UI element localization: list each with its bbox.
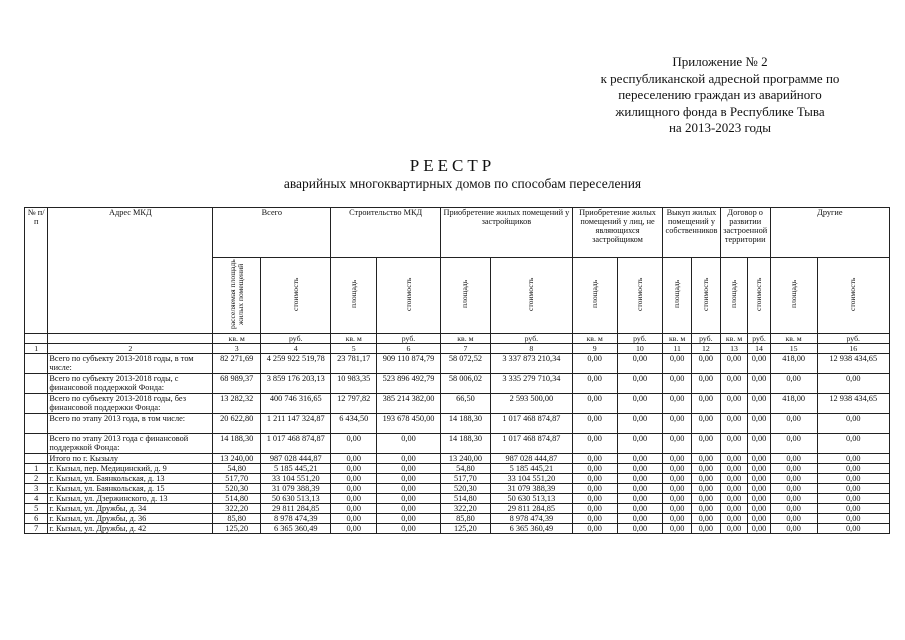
row-value: 0,00 <box>748 374 770 394</box>
row-value: 0,00 <box>617 434 663 454</box>
header-purchase-developers: Приобретение жилых помещений у застройщиков <box>440 208 572 258</box>
column-number: 3 <box>213 344 261 354</box>
row-value: 12 938 434,65 <box>817 394 890 414</box>
column-number: 11 <box>663 344 692 354</box>
row-value: 418,00 <box>770 354 817 374</box>
row-value: 0,00 <box>817 464 890 474</box>
row-value: 0,00 <box>663 504 692 514</box>
header-purchase-others: Приобретение жилых помещений у лиц, не являющихся застройщиком <box>572 208 662 258</box>
row-value: 523 896 492,79 <box>377 374 441 394</box>
row-value: 0,00 <box>720 414 748 434</box>
row-value: 0,00 <box>331 474 377 484</box>
row-value: 0,00 <box>691 414 720 434</box>
row-value: 0,00 <box>748 484 770 494</box>
table-row <box>25 484 890 494</box>
row-value: 0,00 <box>617 354 663 374</box>
row-value: 0,00 <box>748 414 770 434</box>
subheader-cost: стоимость <box>817 258 890 334</box>
row-value: 0,00 <box>691 484 720 494</box>
row-value: 6 434,50 <box>331 414 377 434</box>
row-value: 0,00 <box>617 414 663 434</box>
row-value: 909 110 874,79 <box>377 354 441 374</box>
row-value: 20 622,80 <box>213 414 261 434</box>
row-value: 0,00 <box>377 484 441 494</box>
row-value: 0,00 <box>572 454 617 464</box>
table-row <box>25 494 890 504</box>
row-value: 0,00 <box>720 394 748 414</box>
row-value: 0,00 <box>817 374 890 394</box>
row-number <box>25 454 48 464</box>
row-value: 0,00 <box>572 464 617 474</box>
row-value: 514,80 <box>213 494 261 504</box>
row-value: 33 104 551,20 <box>490 474 572 484</box>
row-number: 6 <box>25 514 48 524</box>
row-value: 0,00 <box>748 434 770 454</box>
row-value: 0,00 <box>572 514 617 524</box>
row-value: 987 028 444,87 <box>261 454 331 464</box>
row-address: Всего по этапу 2013 года с финансовой поддержкой Фонда: <box>48 434 213 454</box>
unit-cell: руб. <box>748 334 770 344</box>
row-value: 987 028 444,87 <box>490 454 572 464</box>
row-value: 0,00 <box>617 494 663 504</box>
row-value: 66,50 <box>440 394 490 414</box>
row-value: 0,00 <box>572 394 617 414</box>
subheader-area: площадь <box>572 258 617 334</box>
row-value: 0,00 <box>748 524 770 534</box>
row-address: Всего по субъекту 2013-2018 годы, с финансовой поддержкой Фонда: <box>48 374 213 394</box>
table-row <box>25 434 890 454</box>
row-value: 0,00 <box>720 504 748 514</box>
row-value: 0,00 <box>663 494 692 504</box>
row-value: 0,00 <box>691 454 720 464</box>
row-value: 0,00 <box>377 524 441 534</box>
appendix-line: жилищного фонда в Республике Тыва <box>615 103 825 119</box>
row-value: 0,00 <box>331 524 377 534</box>
row-value: 0,00 <box>572 434 617 454</box>
row-value: 0,00 <box>748 454 770 464</box>
row-address: г. Кызыл, ул. Дружбы, д. 34 <box>48 504 213 514</box>
row-value: 0,00 <box>691 394 720 414</box>
row-number <box>25 394 48 414</box>
row-value: 0,00 <box>720 434 748 454</box>
column-number: 8 <box>490 344 572 354</box>
row-value: 0,00 <box>617 454 663 464</box>
subheader-area: площадь <box>331 258 377 334</box>
subheader-cost: стоимость <box>691 258 720 334</box>
row-value: 0,00 <box>617 484 663 494</box>
row-value: 13 282,32 <box>213 394 261 414</box>
row-value: 1 211 147 324,87 <box>261 414 331 434</box>
row-value: 82 271,69 <box>213 354 261 374</box>
row-value: 0,00 <box>748 474 770 484</box>
row-value: 0,00 <box>691 514 720 524</box>
row-value: 0,00 <box>691 464 720 474</box>
subheader-area-total: расселяемая площадь жилых помещений <box>213 258 261 334</box>
unit-cell: кв. м <box>663 334 692 344</box>
row-value: 0,00 <box>720 454 748 464</box>
row-value: 0,00 <box>817 454 890 464</box>
row-value: 0,00 <box>817 414 890 434</box>
row-value: 0,00 <box>748 354 770 374</box>
row-value: 0,00 <box>331 434 377 454</box>
row-value: 12 938 434,65 <box>817 354 890 374</box>
table-row <box>25 394 890 414</box>
row-value: 0,00 <box>663 414 692 434</box>
row-value: 50 630 513,13 <box>261 494 331 504</box>
row-number <box>25 414 48 434</box>
row-value: 0,00 <box>720 354 748 374</box>
row-value: 13 240,00 <box>440 454 490 464</box>
row-value: 0,00 <box>748 504 770 514</box>
row-value: 3 859 176 203,13 <box>261 374 331 394</box>
subheader-area: площадь <box>440 258 490 334</box>
column-number: 5 <box>331 344 377 354</box>
row-value: 0,00 <box>748 464 770 474</box>
unit-cell: руб. <box>817 334 890 344</box>
row-address: г. Кызыл, ул. Дружбы, д. 42 <box>48 524 213 534</box>
row-value: 0,00 <box>663 474 692 484</box>
row-value: 322,20 <box>213 504 261 514</box>
row-value: 514,80 <box>440 494 490 504</box>
row-value: 0,00 <box>817 434 890 454</box>
row-value: 23 781,17 <box>331 354 377 374</box>
table-row <box>25 414 890 434</box>
table-row <box>25 354 890 374</box>
row-value: 0,00 <box>663 484 692 494</box>
row-value: 3 337 873 210,34 <box>490 354 572 374</box>
row-value: 0,00 <box>331 454 377 464</box>
row-value: 418,00 <box>770 394 817 414</box>
row-value: 0,00 <box>572 414 617 434</box>
row-value: 58 006,02 <box>440 374 490 394</box>
row-value: 58 072,52 <box>440 354 490 374</box>
row-value: 0,00 <box>617 504 663 514</box>
column-number: 6 <box>377 344 441 354</box>
row-value: 10 983,35 <box>331 374 377 394</box>
row-value: 14 188,30 <box>440 434 490 454</box>
column-number: 4 <box>261 344 331 354</box>
row-value: 1 017 468 874,87 <box>490 414 572 434</box>
row-value: 0,00 <box>572 484 617 494</box>
row-address: г. Кызыл, ул. Баянкольская, д. 13 <box>48 474 213 484</box>
subheader-cost: стоимость <box>377 258 441 334</box>
row-number <box>25 354 48 374</box>
row-value: 0,00 <box>691 504 720 514</box>
units-row <box>25 334 890 344</box>
row-value: 0,00 <box>770 504 817 514</box>
column-number: 15 <box>770 344 817 354</box>
row-value: 0,00 <box>377 454 441 464</box>
row-value: 0,00 <box>770 494 817 504</box>
table-row <box>25 374 890 394</box>
row-value: 6 365 360,49 <box>261 524 331 534</box>
table-row <box>25 474 890 484</box>
subheader-cost: стоимость <box>261 258 331 334</box>
row-value: 0,00 <box>770 414 817 434</box>
row-value: 0,00 <box>663 394 692 414</box>
row-value: 0,00 <box>817 474 890 484</box>
row-value: 0,00 <box>691 374 720 394</box>
column-number: 9 <box>572 344 617 354</box>
row-value: 8 978 474,39 <box>490 514 572 524</box>
row-value: 1 017 468 874,87 <box>490 434 572 454</box>
unit-cell: руб. <box>490 334 572 344</box>
column-number: 12 <box>691 344 720 354</box>
row-number <box>25 374 48 394</box>
row-value: 0,00 <box>770 434 817 454</box>
row-value: 4 259 922 519,78 <box>261 354 331 374</box>
row-value: 0,00 <box>770 464 817 474</box>
column-number: 16 <box>817 344 890 354</box>
header-redemption: Выкуп жилых помещений у собственников <box>663 208 720 258</box>
row-value: 1 017 468 874,87 <box>261 434 331 454</box>
row-value: 0,00 <box>817 484 890 494</box>
row-value: 0,00 <box>617 394 663 414</box>
row-value: 0,00 <box>331 514 377 524</box>
row-value: 125,20 <box>440 524 490 534</box>
appendix-line: к республиканской адресной программе по <box>600 70 840 86</box>
register-title: РЕЕСТР <box>409 156 496 175</box>
row-value: 0,00 <box>817 524 890 534</box>
row-value: 0,00 <box>331 504 377 514</box>
row-value: 0,00 <box>617 464 663 474</box>
unit-cell: кв. м <box>572 334 617 344</box>
row-address: г. Кызыл, ул. Дзержинского, д. 13 <box>48 494 213 504</box>
row-value: 0,00 <box>663 374 692 394</box>
row-value: 33 104 551,20 <box>261 474 331 484</box>
row-value: 14 188,30 <box>213 434 261 454</box>
table-row <box>25 454 890 464</box>
row-value: 517,70 <box>440 474 490 484</box>
subheader-area: площадь <box>663 258 692 334</box>
row-number: 7 <box>25 524 48 534</box>
row-value: 0,00 <box>770 484 817 494</box>
row-address: Итого по г. Кызылу <box>48 454 213 464</box>
row-value: 0,00 <box>720 524 748 534</box>
subheader-area: площадь <box>720 258 748 334</box>
appendix-line: на 2013-2023 годы <box>668 120 772 135</box>
row-value: 3 335 279 710,34 <box>490 374 572 394</box>
row-address: Всего по субъекту 2013-2018 годы, в том числе: <box>48 354 213 374</box>
column-numbers-row <box>25 344 890 354</box>
row-value: 50 630 513,13 <box>490 494 572 504</box>
row-value: 0,00 <box>691 434 720 454</box>
row-number: 1 <box>25 464 48 474</box>
row-value: 0,00 <box>770 514 817 524</box>
row-value: 0,00 <box>770 454 817 464</box>
row-value: 520,30 <box>213 484 261 494</box>
row-number: 2 <box>25 474 48 484</box>
header-development-contract: Договор о развитии застроенной территории <box>720 208 770 258</box>
row-value: 0,00 <box>720 514 748 524</box>
row-value: 0,00 <box>331 464 377 474</box>
row-value: 520,30 <box>440 484 490 494</box>
row-value: 13 240,00 <box>213 454 261 464</box>
register-subtitle: аварийных многоквартирных домов по способам переселения <box>283 176 642 191</box>
row-value: 8 978 474,39 <box>261 514 331 524</box>
row-number: 3 <box>25 484 48 494</box>
row-value: 0,00 <box>572 374 617 394</box>
row-value: 0,00 <box>377 514 441 524</box>
row-address: г. Кызыл, ул. Дружбы, д. 36 <box>48 514 213 524</box>
column-number: 1 <box>25 344 48 354</box>
subheader-cost: стоимость <box>748 258 770 334</box>
row-value: 322,20 <box>440 504 490 514</box>
column-number: 13 <box>720 344 748 354</box>
row-value: 125,20 <box>213 524 261 534</box>
row-number <box>25 434 48 454</box>
table-row <box>25 514 890 524</box>
row-value: 0,00 <box>663 454 692 464</box>
appendix-line: переселению граждан из аварийного <box>618 87 822 102</box>
row-value: 0,00 <box>817 504 890 514</box>
row-address: г. Кызыл, пер. Медицинский, д. 9 <box>48 464 213 474</box>
row-value: 0,00 <box>572 524 617 534</box>
row-address: Всего по этапу 2013 года, в том числе: <box>48 414 213 434</box>
row-value: 0,00 <box>770 524 817 534</box>
register-table <box>24 207 890 534</box>
unit-cell: кв. м <box>720 334 748 344</box>
header-other: Другие <box>770 208 889 258</box>
row-value: 0,00 <box>617 374 663 394</box>
unit-cell: кв. м <box>770 334 817 344</box>
column-number: 2 <box>48 344 213 354</box>
row-value: 5 185 445,21 <box>261 464 331 474</box>
row-value: 0,00 <box>691 494 720 504</box>
row-value: 31 079 388,39 <box>261 484 331 494</box>
row-value: 85,80 <box>213 514 261 524</box>
row-value: 31 079 388,39 <box>490 484 572 494</box>
row-value: 517,70 <box>213 474 261 484</box>
row-value: 12 797,82 <box>331 394 377 414</box>
row-value: 0,00 <box>663 434 692 454</box>
row-address: Всего по субъекту 2013-2018 годы, без финансовой поддержки Фонда: <box>48 394 213 414</box>
row-value: 0,00 <box>817 494 890 504</box>
row-value: 0,00 <box>617 514 663 524</box>
appendix-line: Приложение № 2 <box>672 54 768 69</box>
row-value: 14 188,30 <box>440 414 490 434</box>
row-value: 0,00 <box>331 494 377 504</box>
unit-cell: кв. м <box>331 334 377 344</box>
unit-cell: кв. м <box>440 334 490 344</box>
register-body <box>25 354 890 534</box>
row-value: 68 989,37 <box>213 374 261 394</box>
unit-cell: руб. <box>377 334 441 344</box>
row-value: 54,80 <box>213 464 261 474</box>
header-construction: Строительство МКД <box>331 208 441 258</box>
row-value: 0,00 <box>720 494 748 504</box>
row-value: 0,00 <box>748 494 770 504</box>
row-value: 0,00 <box>617 474 663 484</box>
row-value: 0,00 <box>770 474 817 484</box>
row-value: 0,00 <box>720 474 748 484</box>
row-value: 0,00 <box>617 524 663 534</box>
row-value: 0,00 <box>663 464 692 474</box>
row-value: 6 365 360,49 <box>490 524 572 534</box>
row-value: 29 811 284,85 <box>490 504 572 514</box>
row-value: 0,00 <box>572 474 617 484</box>
unit-cell: руб. <box>691 334 720 344</box>
row-number: 5 <box>25 504 48 514</box>
row-value: 193 678 450,00 <box>377 414 441 434</box>
row-value: 0,00 <box>377 504 441 514</box>
row-value: 0,00 <box>331 484 377 494</box>
subheader-cost: стоимость <box>617 258 663 334</box>
row-value: 85,80 <box>440 514 490 524</box>
row-value: 0,00 <box>377 474 441 484</box>
row-value: 0,00 <box>691 524 720 534</box>
unit-cell: руб. <box>261 334 331 344</box>
column-number: 7 <box>440 344 490 354</box>
row-value: 385 214 382,00 <box>377 394 441 414</box>
table-row <box>25 524 890 534</box>
appendix-header <box>560 54 880 137</box>
row-number: 4 <box>25 494 48 504</box>
row-value: 400 746 316,65 <box>261 394 331 414</box>
row-value: 0,00 <box>720 374 748 394</box>
table-row <box>25 464 890 474</box>
row-value: 29 811 284,85 <box>261 504 331 514</box>
row-value: 54,80 <box>440 464 490 474</box>
unit-cell: кв. м <box>213 334 261 344</box>
row-value: 0,00 <box>663 354 692 374</box>
row-value: 0,00 <box>720 464 748 474</box>
subheader-cost: стоимость <box>490 258 572 334</box>
row-value: 0,00 <box>720 484 748 494</box>
row-value: 0,00 <box>770 374 817 394</box>
row-value: 0,00 <box>377 494 441 504</box>
header-address: Адрес МКД <box>48 208 213 334</box>
row-value: 0,00 <box>691 354 720 374</box>
row-value: 0,00 <box>377 464 441 474</box>
row-value: 0,00 <box>663 514 692 524</box>
table-row <box>25 504 890 514</box>
row-value: 0,00 <box>817 514 890 524</box>
row-value: 0,00 <box>663 524 692 534</box>
row-value: 0,00 <box>572 494 617 504</box>
row-value: 0,00 <box>572 354 617 374</box>
row-value: 0,00 <box>748 394 770 414</box>
row-value: 0,00 <box>691 474 720 484</box>
row-value: 0,00 <box>572 504 617 514</box>
subheader-area: площадь <box>770 258 817 334</box>
row-value: 2 593 500,00 <box>490 394 572 414</box>
header-number: № п/п <box>25 208 48 334</box>
row-value: 0,00 <box>748 514 770 524</box>
row-address: г. Кызыл, ул. Баянкольская, д. 15 <box>48 484 213 494</box>
column-number: 10 <box>617 344 663 354</box>
row-value: 5 185 445,21 <box>490 464 572 474</box>
header-total: Всего <box>213 208 331 258</box>
row-value: 0,00 <box>377 434 441 454</box>
unit-cell: руб. <box>617 334 663 344</box>
column-number: 14 <box>748 344 770 354</box>
